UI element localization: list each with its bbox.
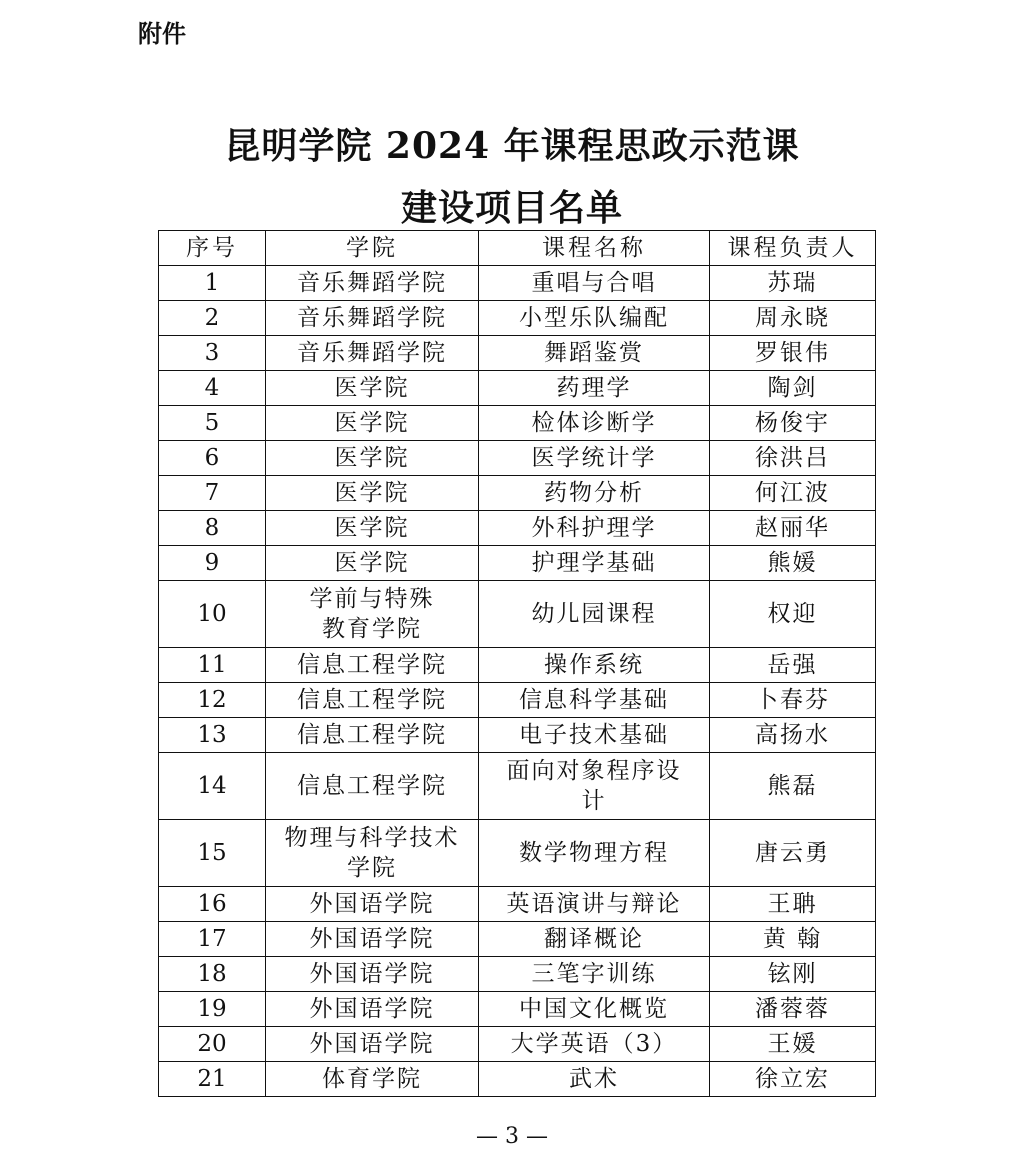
cell-course: 重唱与合唱: [479, 266, 710, 301]
cell-lead: 罗银伟: [710, 336, 876, 371]
cell-college: 信息工程学院: [266, 718, 479, 753]
cell-index: 5: [159, 406, 266, 441]
cell-lead: 潘蓉蓉: [710, 992, 876, 1027]
cell-college: 信息工程学院: [266, 648, 479, 683]
cell-college: 外国语学院: [266, 992, 479, 1027]
cell-college: 外国语学院: [266, 887, 479, 922]
cell-college: 医学院: [266, 546, 479, 581]
cell-index: 16: [159, 887, 266, 922]
cell-lead: 熊磊: [710, 753, 876, 820]
cell-course: 信息科学基础: [479, 683, 710, 718]
table-row: [159, 336, 876, 371]
cell-index: 21: [159, 1062, 266, 1097]
cell-course: 小型乐队编配: [479, 301, 710, 336]
cell-lead: 黄 翰: [710, 922, 876, 957]
table-row: [159, 406, 876, 441]
cell-index: 14: [159, 753, 266, 820]
cell-college: 物理与科学技术 学院: [266, 820, 479, 887]
cell-index: 10: [159, 581, 266, 648]
column-header-lead: 课程负责人: [710, 231, 876, 266]
table-row: [159, 581, 876, 648]
table-row: [159, 718, 876, 753]
cell-course: 电子技术基础: [479, 718, 710, 753]
table-row: [159, 511, 876, 546]
cell-lead: 徐洪吕: [710, 441, 876, 476]
table-row: [159, 753, 876, 820]
cell-lead: 王媛: [710, 1027, 876, 1062]
table-row: [159, 957, 876, 992]
cell-index: 19: [159, 992, 266, 1027]
cell-lead: 唐云勇: [710, 820, 876, 887]
cell-course: 大学英语（3）: [479, 1027, 710, 1062]
cell-college: 医学院: [266, 511, 479, 546]
cell-course: 护理学基础: [479, 546, 710, 581]
cell-lead: 权迎: [710, 581, 876, 648]
column-header-course: 课程名称: [479, 231, 710, 266]
table-row: [159, 546, 876, 581]
cell-index: 3: [159, 336, 266, 371]
cell-index: 13: [159, 718, 266, 753]
cell-lead: 陶剑: [710, 371, 876, 406]
cell-lead: 赵丽华: [710, 511, 876, 546]
cell-college: 外国语学院: [266, 1027, 479, 1062]
cell-college: 医学院: [266, 371, 479, 406]
table-row: [159, 266, 876, 301]
table-row: [159, 820, 876, 887]
table-row: [159, 301, 876, 336]
cell-course: 数学物理方程: [479, 820, 710, 887]
cell-college: 医学院: [266, 476, 479, 511]
cell-index: 11: [159, 648, 266, 683]
table-body: [159, 266, 876, 1097]
cell-index: 20: [159, 1027, 266, 1062]
cell-lead: 熊媛: [710, 546, 876, 581]
document-title-line1: 昆明学院 2024 年课程思政示范课: [224, 125, 800, 167]
cell-index: 12: [159, 683, 266, 718]
cell-index: 2: [159, 301, 266, 336]
cell-college: 外国语学院: [266, 957, 479, 992]
cell-index: 8: [159, 511, 266, 546]
cell-lead: 何江波: [710, 476, 876, 511]
table-row: [159, 441, 876, 476]
cell-college: 学前与特殊 教育学院: [266, 581, 479, 648]
table-header-row: [159, 231, 876, 266]
cell-course: 药物分析: [479, 476, 710, 511]
cell-index: 18: [159, 957, 266, 992]
cell-college: 医学院: [266, 441, 479, 476]
cell-course: 医学统计学: [479, 441, 710, 476]
table-row: [159, 371, 876, 406]
document-title-line2: 建设项目名单: [400, 187, 623, 229]
cell-index: 4: [159, 371, 266, 406]
cell-college: 信息工程学院: [266, 753, 479, 820]
cell-college: 体育学院: [266, 1062, 479, 1097]
cell-lead: 杨俊宇: [710, 406, 876, 441]
column-header-college: 学院: [266, 231, 479, 266]
cell-college: 音乐舞蹈学院: [266, 301, 479, 336]
cell-course: 面向对象程序设 计: [479, 753, 710, 820]
cell-index: 9: [159, 546, 266, 581]
cell-index: 15: [159, 820, 266, 887]
cell-lead: 岳强: [710, 648, 876, 683]
cell-course: 药理学: [479, 371, 710, 406]
course-list-table: [158, 230, 876, 1097]
cell-index: 1: [159, 266, 266, 301]
cell-lead: 卜春芬: [710, 683, 876, 718]
column-header-index: 序号: [159, 231, 266, 266]
cell-course: 检体诊断学: [479, 406, 710, 441]
table-row: [159, 887, 876, 922]
cell-course: 幼儿园课程: [479, 581, 710, 648]
cell-lead: 高扬水: [710, 718, 876, 753]
cell-course: 三笔字训练: [479, 957, 710, 992]
cell-index: 7: [159, 476, 266, 511]
table-row: [159, 992, 876, 1027]
cell-course: 操作系统: [479, 648, 710, 683]
cell-college: 音乐舞蹈学院: [266, 336, 479, 371]
cell-lead: 徐立宏: [710, 1062, 876, 1097]
cell-college: 音乐舞蹈学院: [266, 266, 479, 301]
cell-index: 17: [159, 922, 266, 957]
table-row: [159, 1027, 876, 1062]
table-row: [159, 1062, 876, 1097]
cell-lead: 王聃: [710, 887, 876, 922]
table-row: [159, 922, 876, 957]
cell-course: 英语演讲与辩论: [479, 887, 710, 922]
attachment-label: 附件: [138, 20, 186, 48]
cell-college: 信息工程学院: [266, 683, 479, 718]
page-number: — 3 —: [476, 1124, 548, 1149]
table-row: [159, 648, 876, 683]
cell-course: 中国文化概览: [479, 992, 710, 1027]
cell-lead: 苏瑞: [710, 266, 876, 301]
cell-lead: 铉刚: [710, 957, 876, 992]
cell-course: 武术: [479, 1062, 710, 1097]
cell-index: 6: [159, 441, 266, 476]
table-row: [159, 476, 876, 511]
cell-course: 外科护理学: [479, 511, 710, 546]
cell-lead: 周永晓: [710, 301, 876, 336]
cell-course: 舞蹈鉴赏: [479, 336, 710, 371]
table-row: [159, 683, 876, 718]
cell-college: 医学院: [266, 406, 479, 441]
cell-college: 外国语学院: [266, 922, 479, 957]
cell-course: 翻译概论: [479, 922, 710, 957]
